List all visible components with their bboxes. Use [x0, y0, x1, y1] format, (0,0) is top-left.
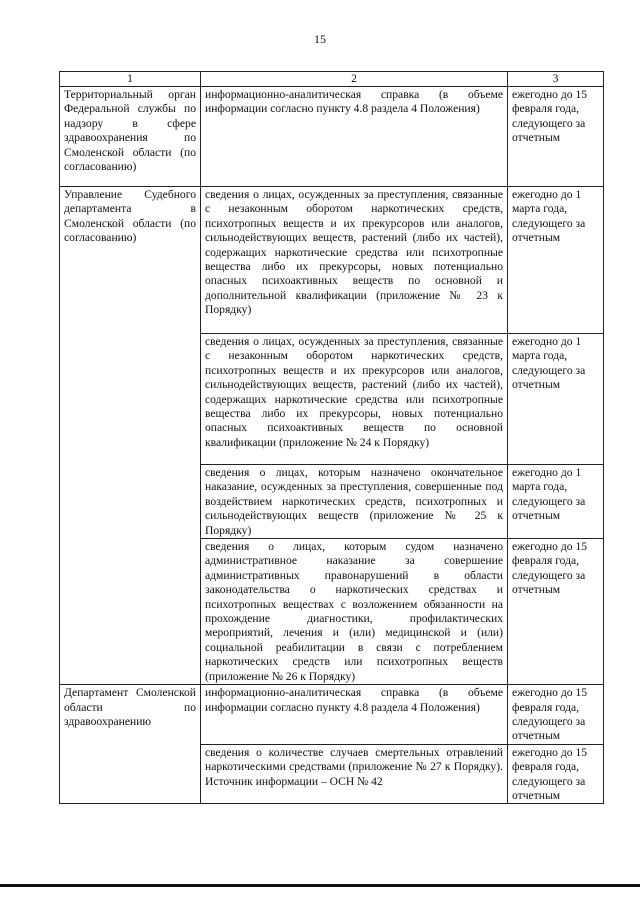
table-row [60, 87, 604, 187]
info-cell: сведения о количестве случаев смертельных отравлений наркотическими средствами (приложение № 27 к Порядку). Источник информации – ОСН № 42 [201, 744, 508, 804]
info-cell: сведения о лицах, осужденных за преступления, связанные с незаконным оборотом наркотических средств, психотропных веществ и их прекурсоров или аналогов, сильнодействующих веществ, растений (либо их частей), содержащих наркотические средства или психотропные вещества либо их прекурсоры, новых потенциально опасных психоактивных веществ по основной квалификации (приложение № 24 к Порядку) [201, 334, 508, 465]
info-cell: информационно-аналитическая справка (в объеме информации согласно пункту 4.8 раздела 4 Положения) [201, 685, 508, 745]
info-cell: сведения о лицах, осужденных за преступления, связанные с незаконным оборотом наркотических средств, психотропных веществ и их прекурсоров или аналогов, сильнодействующих веществ, растений (либо их частей), содержащих наркотические средства или психотропные вещества либо их прекурсоры, новых потенциально опасных психоактивных веществ по основной и дополнительной квалификации (приложение № 23 к Порядку) [201, 187, 508, 334]
term-cell: ежегодно до 1 марта года, следующего за отчетным [508, 187, 604, 334]
column-header: 1 [60, 72, 201, 87]
term-cell: ежегодно до 15 февраля года, следующего за отчетным [508, 87, 604, 187]
term-cell: ежегодно до 15 февраля года, следующего за отчетным [508, 685, 604, 745]
info-cell: информационно-аналитическая справка (в объеме информации согласно пункту 4.8 раздела 4 Положения) [201, 87, 508, 187]
column-header: 2 [201, 72, 508, 87]
column-header: 3 [508, 72, 604, 87]
org-cell: Управление Судебного департамента в Смоленской области (по согласованию) [60, 187, 201, 685]
info-cell: сведения о лицах, которым назначено окончательное наказание, осужденных за преступления, совершенные под воздействием наркотических средств, психотропных и сильнодействующих веществ (приложение № 25 к Порядку) [201, 465, 508, 539]
org-cell: Департамент Смоленской области по здравоохранению [60, 685, 201, 804]
term-cell: ежегодно до 15 февраля года, следующего за отчетным [508, 744, 604, 804]
table-row [60, 685, 604, 745]
org-cell: Территориальный орган Федеральной службы по надзору в сфере здравоохранения по Смоленской области (по согласованию) [60, 87, 201, 187]
term-cell: ежегодно до 1 марта года, следующего за отчетным [508, 334, 604, 465]
term-cell: ежегодно до 1 марта года, следующего за отчетным [508, 465, 604, 539]
info-cell: сведения о лицах, которым судом назначено административное наказание за совершение административных правонарушений в области законодательства о наркотических средствах и психотропных веществах с возложением обязанности на прохождение диагностики, профилактических мероприятий, лечения и (или) медицинской и (или) социальной реабилитации в связи с потреблением наркотических средств или психотропных веществ (приложение № 26 к Порядку) [201, 539, 508, 685]
table-row [60, 187, 604, 334]
term-cell: ежегодно до 15 февраля года, следующего за отчетным [508, 539, 604, 685]
reporting-table [59, 71, 604, 804]
page-number: 15 [314, 32, 326, 46]
table-header-row [60, 72, 604, 87]
page-bottom-rule [0, 884, 640, 887]
